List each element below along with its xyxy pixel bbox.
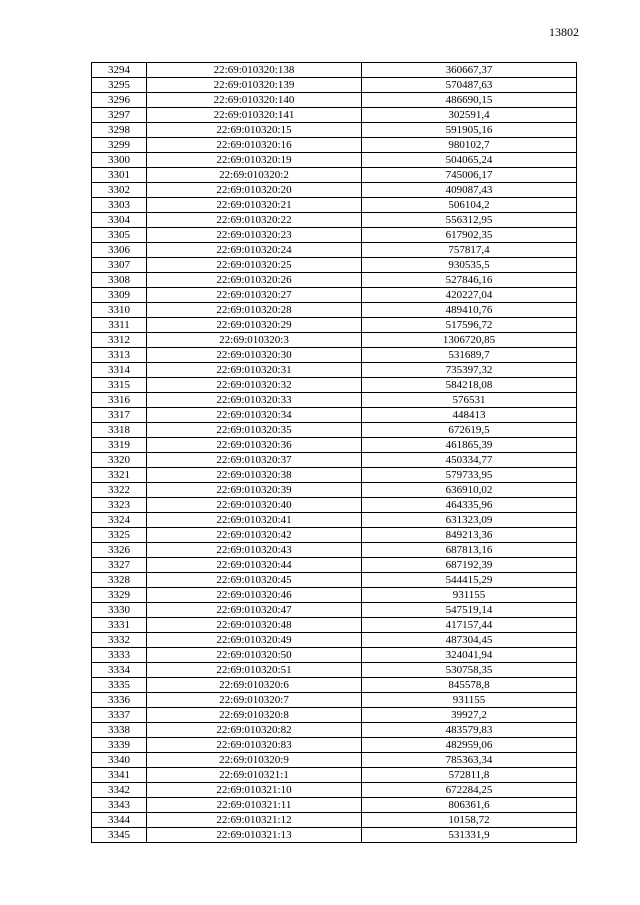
row-number-cell: 3299 xyxy=(92,138,147,153)
cadastral-value-cell: 531331,9 xyxy=(362,828,577,843)
table-row xyxy=(92,363,577,378)
table-row xyxy=(92,93,577,108)
row-number-cell: 3314 xyxy=(92,363,147,378)
row-number-cell: 3315 xyxy=(92,378,147,393)
table-row xyxy=(92,513,577,528)
table-row xyxy=(92,213,577,228)
table-row xyxy=(92,63,577,78)
cadastral-number-cell: 22:69:010320:33 xyxy=(147,393,362,408)
table-row xyxy=(92,183,577,198)
table-row xyxy=(92,753,577,768)
cadastral-value-cell: 631323,09 xyxy=(362,513,577,528)
row-number-cell: 3337 xyxy=(92,708,147,723)
table-row xyxy=(92,603,577,618)
cadastral-value-cell: 531689,7 xyxy=(362,348,577,363)
row-number-cell: 3301 xyxy=(92,168,147,183)
table-row xyxy=(92,798,577,813)
cadastral-number-cell: 22:69:010320:45 xyxy=(147,573,362,588)
cadastral-value-cell: 10158,72 xyxy=(362,813,577,828)
cadastral-value-cell: 617902,35 xyxy=(362,228,577,243)
table-row xyxy=(92,318,577,333)
cadastral-number-cell: 22:69:010320:38 xyxy=(147,468,362,483)
cadastral-number-cell: 22:69:010320:23 xyxy=(147,228,362,243)
cadastral-number-cell: 22:69:010320:16 xyxy=(147,138,362,153)
cadastral-number-cell: 22:69:010320:42 xyxy=(147,528,362,543)
row-number-cell: 3297 xyxy=(92,108,147,123)
row-number-cell: 3294 xyxy=(92,63,147,78)
row-number-cell: 3295 xyxy=(92,78,147,93)
table-row xyxy=(92,708,577,723)
cadastral-number-cell: 22:69:010320:40 xyxy=(147,498,362,513)
cadastral-number-cell: 22:69:010320:41 xyxy=(147,513,362,528)
table-row xyxy=(92,543,577,558)
row-number-cell: 3300 xyxy=(92,153,147,168)
row-number-cell: 3334 xyxy=(92,663,147,678)
row-number-cell: 3310 xyxy=(92,303,147,318)
table-row xyxy=(92,663,577,678)
cadastral-number-cell: 22:69:010320:141 xyxy=(147,108,362,123)
cadastral-number-cell: 22:69:010320:47 xyxy=(147,603,362,618)
row-number-cell: 3318 xyxy=(92,423,147,438)
cadastral-value-cell: 1306720,85 xyxy=(362,333,577,348)
cadastral-number-cell: 22:69:010320:82 xyxy=(147,723,362,738)
table-row xyxy=(92,783,577,798)
table-row xyxy=(92,138,577,153)
cadastral-value-cell: 487304,45 xyxy=(362,633,577,648)
row-number-cell: 3302 xyxy=(92,183,147,198)
cadastral-value-cell: 785363,34 xyxy=(362,753,577,768)
cadastral-number-cell: 22:69:010320:48 xyxy=(147,618,362,633)
cadastral-value-cell: 448413 xyxy=(362,408,577,423)
cadastral-value-cell: 570487,63 xyxy=(362,78,577,93)
cadastral-value-cell: 482959,06 xyxy=(362,738,577,753)
cadastral-value-cell: 461865,39 xyxy=(362,438,577,453)
page-number: 13802 xyxy=(549,25,579,39)
cadastral-value-cell: 584218,08 xyxy=(362,378,577,393)
cadastral-number-cell: 22:69:010320:20 xyxy=(147,183,362,198)
table-row xyxy=(92,678,577,693)
table-row xyxy=(92,168,577,183)
row-number-cell: 3317 xyxy=(92,408,147,423)
cadastral-number-cell: 22:69:010321:1 xyxy=(147,768,362,783)
row-number-cell: 3306 xyxy=(92,243,147,258)
table-row xyxy=(92,378,577,393)
row-number-cell: 3323 xyxy=(92,498,147,513)
cadastral-number-cell: 22:69:010320:3 xyxy=(147,333,362,348)
row-number-cell: 3342 xyxy=(92,783,147,798)
row-number-cell: 3324 xyxy=(92,513,147,528)
table-row xyxy=(92,723,577,738)
cadastral-number-cell: 22:69:010321:12 xyxy=(147,813,362,828)
cadastral-value-cell: 806361,6 xyxy=(362,798,577,813)
cadastral-number-cell: 22:69:010320:37 xyxy=(147,453,362,468)
table-row xyxy=(92,813,577,828)
cadastral-number-cell: 22:69:010320:43 xyxy=(147,543,362,558)
row-number-cell: 3307 xyxy=(92,258,147,273)
row-number-cell: 3333 xyxy=(92,648,147,663)
cadastral-value-cell: 845578,8 xyxy=(362,678,577,693)
table-row xyxy=(92,108,577,123)
cadastral-value-cell: 980102,7 xyxy=(362,138,577,153)
row-number-cell: 3298 xyxy=(92,123,147,138)
cadastral-value-cell: 745006,17 xyxy=(362,168,577,183)
cadastral-number-cell: 22:69:010320:138 xyxy=(147,63,362,78)
cadastral-value-cell: 506104,2 xyxy=(362,198,577,213)
cadastral-value-cell: 687192,39 xyxy=(362,558,577,573)
cadastral-value-cell: 464335,96 xyxy=(362,498,577,513)
cadastral-number-cell: 22:69:010320:28 xyxy=(147,303,362,318)
cadastral-number-cell: 22:69:010320:39 xyxy=(147,483,362,498)
table-row xyxy=(92,348,577,363)
table-row xyxy=(92,468,577,483)
cadastral-value-cell: 527846,16 xyxy=(362,273,577,288)
cadastral-value-cell: 420227,04 xyxy=(362,288,577,303)
table-row xyxy=(92,528,577,543)
cadastral-value-cell: 39927,2 xyxy=(362,708,577,723)
row-number-cell: 3343 xyxy=(92,798,147,813)
cadastral-value-cell: 417157,44 xyxy=(362,618,577,633)
table-row xyxy=(92,738,577,753)
table-row xyxy=(92,618,577,633)
cadastral-value-cell: 486690,15 xyxy=(362,93,577,108)
row-number-cell: 3336 xyxy=(92,693,147,708)
table-row xyxy=(92,393,577,408)
cadastral-number-cell: 22:69:010320:35 xyxy=(147,423,362,438)
row-number-cell: 3339 xyxy=(92,738,147,753)
table-row xyxy=(92,573,577,588)
cadastral-value-cell: 672284,25 xyxy=(362,783,577,798)
row-number-cell: 3341 xyxy=(92,768,147,783)
table-row xyxy=(92,423,577,438)
cadastral-number-cell: 22:69:010320:31 xyxy=(147,363,362,378)
cadastral-value-cell: 672619,5 xyxy=(362,423,577,438)
cadastral-number-cell: 22:69:010320:30 xyxy=(147,348,362,363)
cadastral-number-cell: 22:69:010321:11 xyxy=(147,798,362,813)
cadastral-number-cell: 22:69:010320:19 xyxy=(147,153,362,168)
table-row xyxy=(92,633,577,648)
table-row xyxy=(92,498,577,513)
cadastral-number-cell: 22:69:010320:49 xyxy=(147,633,362,648)
cadastral-value-cell: 530758,35 xyxy=(362,663,577,678)
cadastral-number-cell: 22:69:010320:21 xyxy=(147,198,362,213)
cadastral-value-cell: 556312,95 xyxy=(362,213,577,228)
cadastral-number-cell: 22:69:010321:13 xyxy=(147,828,362,843)
cadastral-number-cell: 22:69:010320:44 xyxy=(147,558,362,573)
cadastral-value-cell: 409087,43 xyxy=(362,183,577,198)
cadastral-value-cell: 757817,4 xyxy=(362,243,577,258)
table-row xyxy=(92,303,577,318)
cadastral-number-cell: 22:69:010320:2 xyxy=(147,168,362,183)
cadastral-value-cell: 636910,02 xyxy=(362,483,577,498)
cadastral-number-cell: 22:69:010320:15 xyxy=(147,123,362,138)
table-row xyxy=(92,198,577,213)
row-number-cell: 3316 xyxy=(92,393,147,408)
row-number-cell: 3340 xyxy=(92,753,147,768)
row-number-cell: 3308 xyxy=(92,273,147,288)
cadastral-number-cell: 22:69:010320:24 xyxy=(147,243,362,258)
cadastral-number-cell: 22:69:010321:10 xyxy=(147,783,362,798)
cadastral-number-cell: 22:69:010320:7 xyxy=(147,693,362,708)
cadastral-value-cell: 735397,32 xyxy=(362,363,577,378)
table-row xyxy=(92,78,577,93)
cadastral-value-cell: 547519,14 xyxy=(362,603,577,618)
cadastral-value-cell: 324041,94 xyxy=(362,648,577,663)
row-number-cell: 3344 xyxy=(92,813,147,828)
table-row xyxy=(92,828,577,843)
cadastral-number-cell: 22:69:010320:140 xyxy=(147,93,362,108)
cadastral-value-cell: 579733,95 xyxy=(362,468,577,483)
row-number-cell: 3320 xyxy=(92,453,147,468)
cadastral-value-cell: 931155 xyxy=(362,588,577,603)
cadastral-number-cell: 22:69:010320:22 xyxy=(147,213,362,228)
table-row xyxy=(92,768,577,783)
cadastral-number-cell: 22:69:010320:9 xyxy=(147,753,362,768)
cadastral-number-cell: 22:69:010320:27 xyxy=(147,288,362,303)
cadastral-value-cell: 302591,4 xyxy=(362,108,577,123)
table-row xyxy=(92,228,577,243)
cadastral-value-cell: 483579,83 xyxy=(362,723,577,738)
cadastral-value-cell: 489410,76 xyxy=(362,303,577,318)
row-number-cell: 3326 xyxy=(92,543,147,558)
row-number-cell: 3338 xyxy=(92,723,147,738)
row-number-cell: 3322 xyxy=(92,483,147,498)
cadastral-number-cell: 22:69:010320:46 xyxy=(147,588,362,603)
cadastral-value-cell: 591905,16 xyxy=(362,123,577,138)
row-number-cell: 3319 xyxy=(92,438,147,453)
cadastral-number-cell: 22:69:010320:6 xyxy=(147,678,362,693)
row-number-cell: 3332 xyxy=(92,633,147,648)
cadastral-number-cell: 22:69:010320:36 xyxy=(147,438,362,453)
table-row xyxy=(92,243,577,258)
table-row xyxy=(92,648,577,663)
cadastral-number-cell: 22:69:010320:50 xyxy=(147,648,362,663)
table-row xyxy=(92,273,577,288)
table-row xyxy=(92,453,577,468)
row-number-cell: 3335 xyxy=(92,678,147,693)
cadastral-number-cell: 22:69:010320:32 xyxy=(147,378,362,393)
row-number-cell: 3327 xyxy=(92,558,147,573)
cadastral-number-cell: 22:69:010320:25 xyxy=(147,258,362,273)
cadastral-value-cell: 576531 xyxy=(362,393,577,408)
cadastral-value-cell: 849213,36 xyxy=(362,528,577,543)
row-number-cell: 3330 xyxy=(92,603,147,618)
table-row xyxy=(92,123,577,138)
row-number-cell: 3305 xyxy=(92,228,147,243)
cadastral-number-cell: 22:69:010320:34 xyxy=(147,408,362,423)
table-row xyxy=(92,588,577,603)
cadastral-number-cell: 22:69:010320:139 xyxy=(147,78,362,93)
row-number-cell: 3309 xyxy=(92,288,147,303)
row-number-cell: 3296 xyxy=(92,93,147,108)
cadastral-number-cell: 22:69:010320:29 xyxy=(147,318,362,333)
row-number-cell: 3313 xyxy=(92,348,147,363)
cadastral-value-cell: 450334,77 xyxy=(362,453,577,468)
table-row xyxy=(92,558,577,573)
row-number-cell: 3312 xyxy=(92,333,147,348)
cadastral-value-cell: 360667,37 xyxy=(362,63,577,78)
table-row xyxy=(92,288,577,303)
registry-table xyxy=(91,62,577,843)
row-number-cell: 3329 xyxy=(92,588,147,603)
table-row xyxy=(92,408,577,423)
cadastral-number-cell: 22:69:010320:8 xyxy=(147,708,362,723)
row-number-cell: 3303 xyxy=(92,198,147,213)
registry-table-body xyxy=(92,63,577,843)
cadastral-value-cell: 931155 xyxy=(362,693,577,708)
table-row xyxy=(92,693,577,708)
row-number-cell: 3331 xyxy=(92,618,147,633)
cadastral-number-cell: 22:69:010320:26 xyxy=(147,273,362,288)
table-row xyxy=(92,483,577,498)
row-number-cell: 3345 xyxy=(92,828,147,843)
cadastral-number-cell: 22:69:010320:51 xyxy=(147,663,362,678)
cadastral-value-cell: 930535,5 xyxy=(362,258,577,273)
cadastral-value-cell: 687813,16 xyxy=(362,543,577,558)
row-number-cell: 3321 xyxy=(92,468,147,483)
row-number-cell: 3328 xyxy=(92,573,147,588)
cadastral-value-cell: 517596,72 xyxy=(362,318,577,333)
cadastral-value-cell: 572811,8 xyxy=(362,768,577,783)
row-number-cell: 3311 xyxy=(92,318,147,333)
cadastral-number-cell: 22:69:010320:83 xyxy=(147,738,362,753)
table-row xyxy=(92,258,577,273)
table-row xyxy=(92,333,577,348)
row-number-cell: 3304 xyxy=(92,213,147,228)
table-row xyxy=(92,153,577,168)
row-number-cell: 3325 xyxy=(92,528,147,543)
cadastral-value-cell: 544415,29 xyxy=(362,573,577,588)
table-row xyxy=(92,438,577,453)
cadastral-value-cell: 504065,24 xyxy=(362,153,577,168)
